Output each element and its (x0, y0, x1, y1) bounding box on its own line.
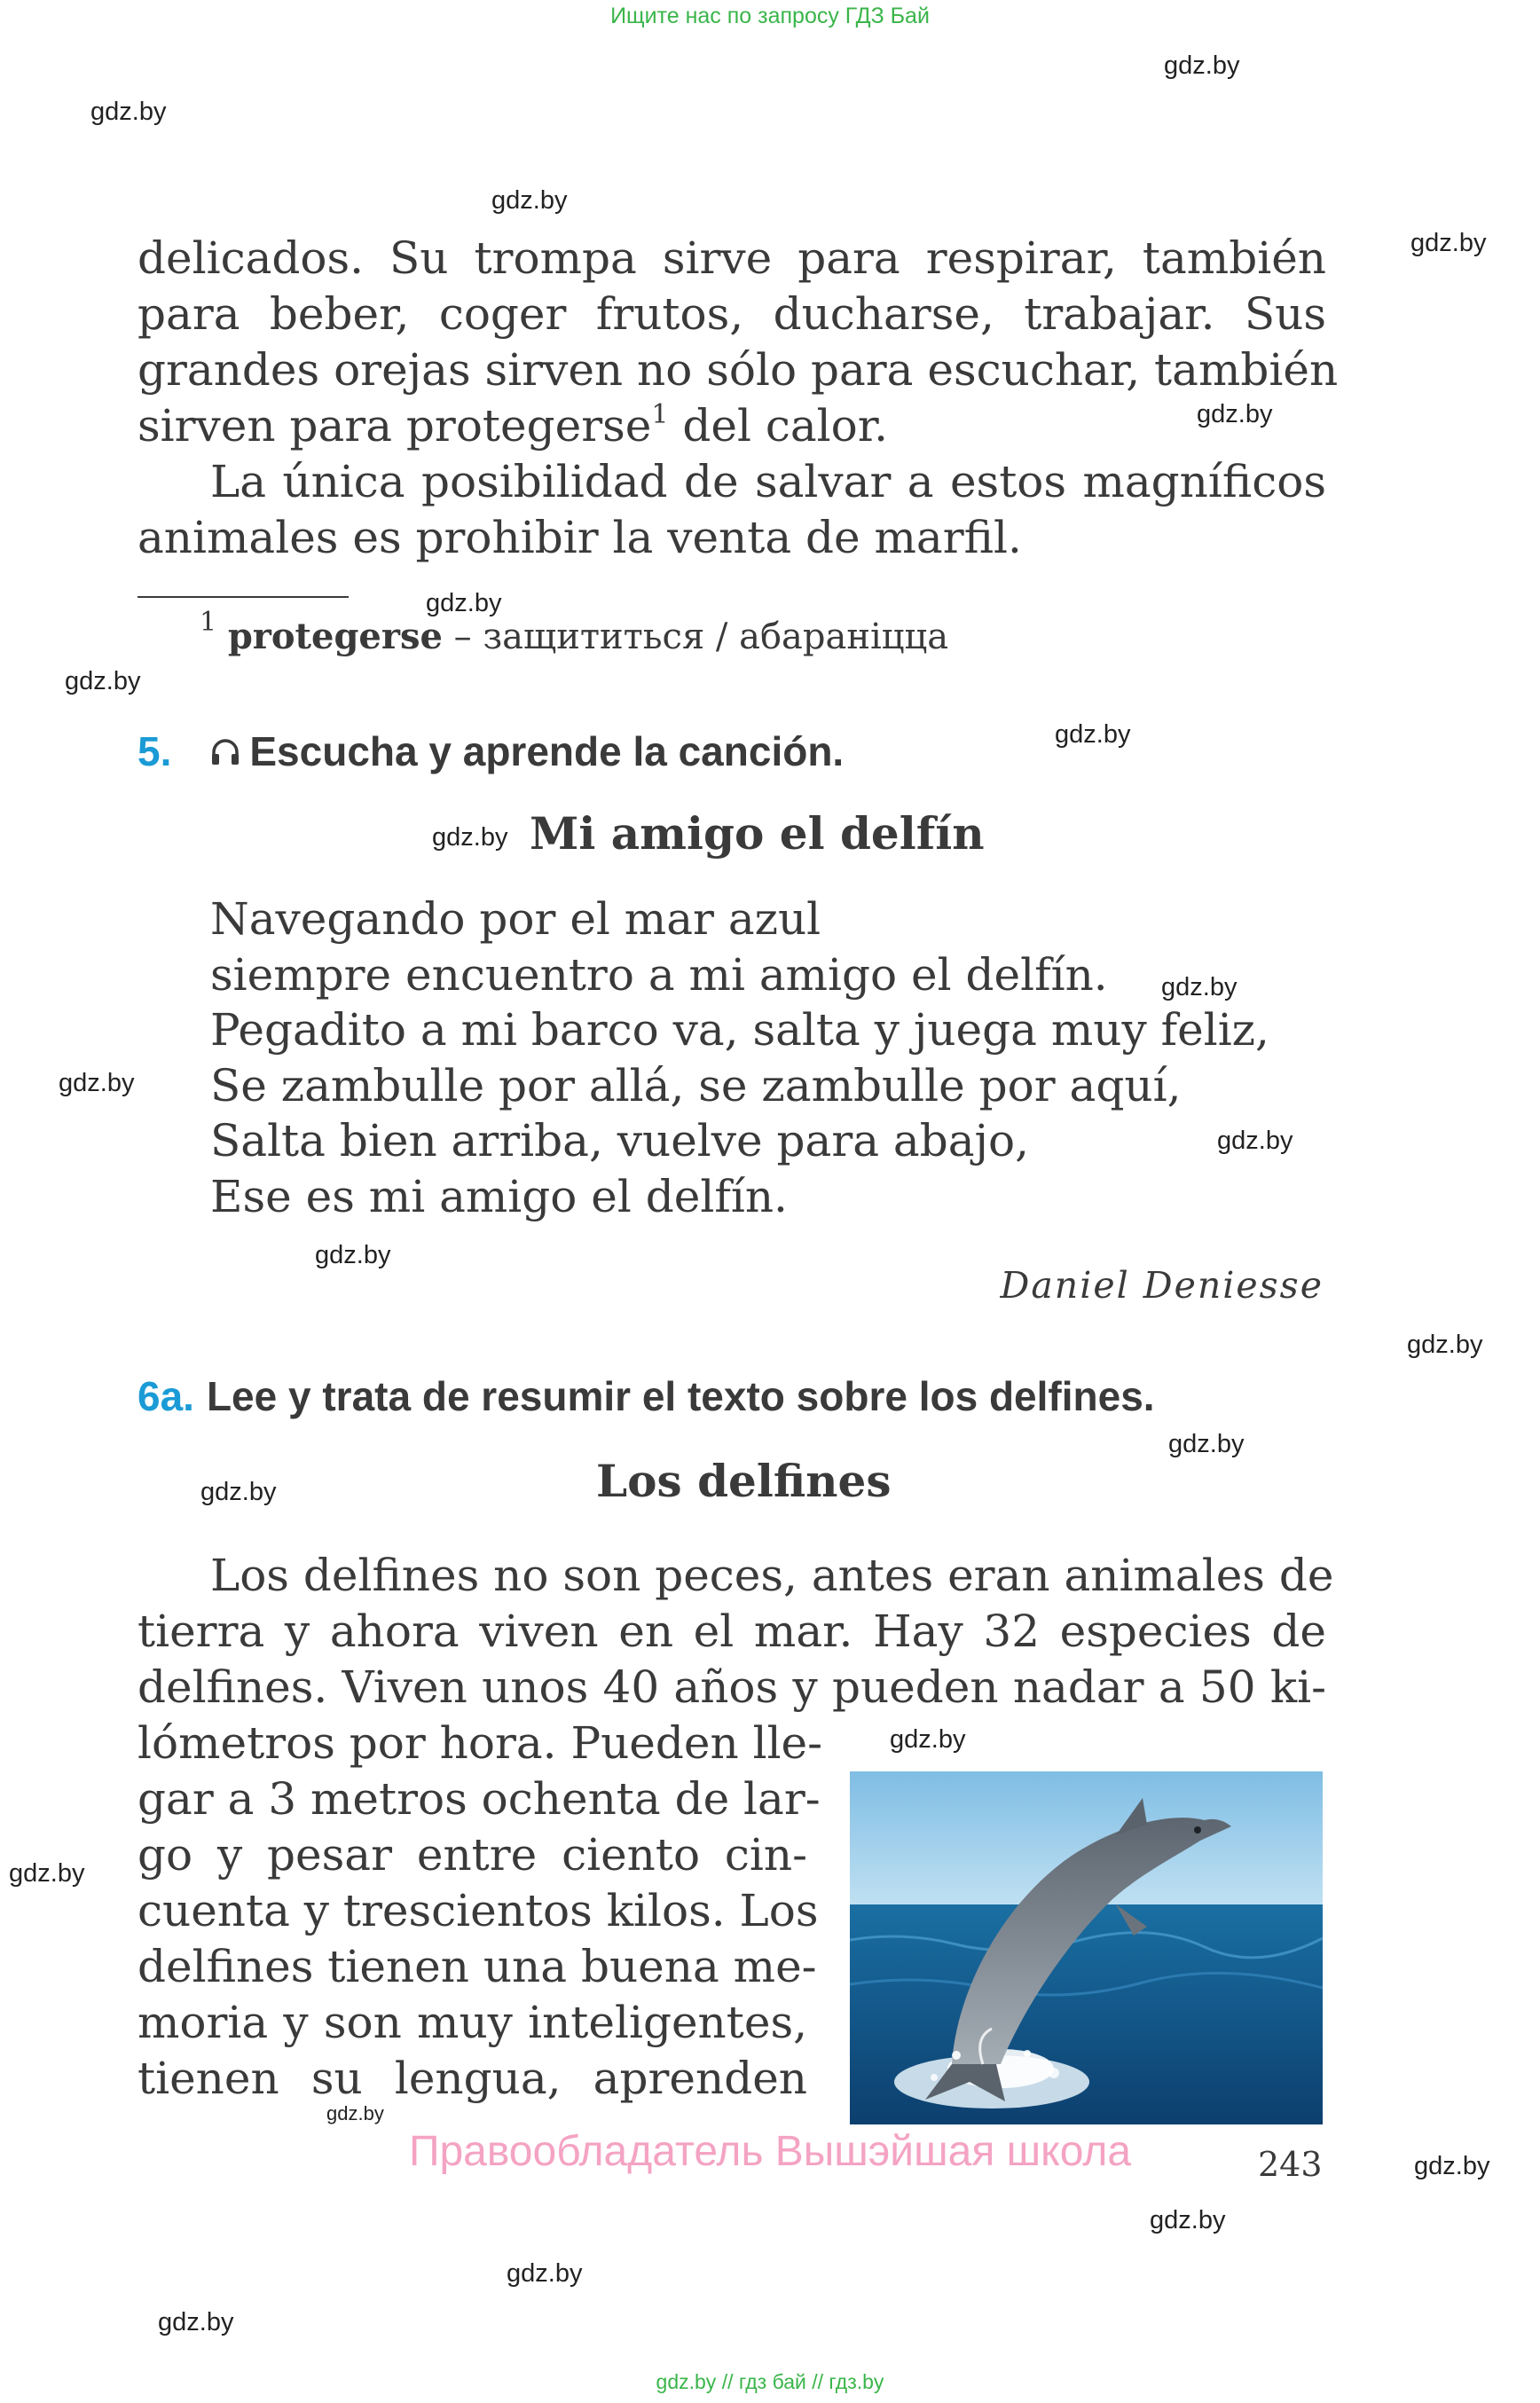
watermark: gdz.by (200, 1478, 277, 1506)
text-line: go y pesar entre ciento cin- (138, 1829, 807, 1881)
watermark: gdz.by (1168, 1430, 1245, 1458)
watermark: gdz.by (1197, 400, 1273, 428)
lyric-line: Se zambulle por allá, se zambulle por aquí, (210, 1059, 1182, 1111)
text-line: delicados. Su trompa sirve para respirar, también (138, 232, 1326, 284)
lyric-line: Pegadito a mi barco va, salta y juega muy feliz, (210, 1004, 1269, 1056)
text-line: Los delfines no son peces, antes eran animales de (210, 1550, 1334, 1601)
text-line: para beber, coger frutos, ducharse, trabajar. Sus (138, 288, 1326, 340)
watermark: gdz.by (491, 186, 568, 215)
task-5-heading (138, 727, 844, 781)
text-line: moria y son muy inteligentes, (138, 1997, 807, 2048)
text-line (138, 398, 1326, 454)
text-line: cuenta y trescientos kilos. Los (138, 1885, 819, 1936)
task-number: 5. (138, 728, 172, 774)
search-hint-link[interactable]: Ищите нас по запросу ГДЗ Бай (610, 4, 930, 28)
watermark: gdz.by (90, 98, 167, 126)
footnote (200, 607, 949, 657)
text-line: tierra y ahora viven en el mar. Hay 32 especies de (138, 1606, 1326, 1657)
watermark: gdz.by (1414, 2152, 1490, 2180)
article-paragraph-narrow (138, 1716, 823, 2107)
watermark: gdz.by (65, 667, 141, 695)
headphones-icon[interactable] (210, 728, 240, 776)
footer-links[interactable]: gdz.by // гдз бай // гдз.by (656, 2370, 884, 2393)
page-number: 243 (1258, 2145, 1323, 2184)
text-line: gar a 3 metros ochenta de lar- (138, 1773, 821, 1825)
lyric-line: Navegando por el mar azul (210, 893, 821, 945)
text-line: tienen su lengua, aprenden (138, 2053, 807, 2104)
watermark: gdz.by (158, 2308, 234, 2336)
copyright-holder: Правообладатель Вышэйшая школа (408, 2128, 1132, 2175)
watermark: gdz.by (1407, 1331, 1483, 1359)
task-instruction: Escucha y aprende la canción. (249, 728, 845, 774)
watermark: gdz.by (1164, 51, 1240, 80)
task-instruction: Lee y trata de resumir el texto sobre los delfines. (206, 1373, 1155, 1419)
text-line: La única posibilidad de salvar a estos magníficos (210, 456, 1326, 507)
article-title: Los delfines (596, 1455, 892, 1507)
watermark: gdz.by (1161, 973, 1238, 1001)
footnote-ref: 1 (651, 399, 669, 430)
watermark: gdz.by (426, 589, 502, 617)
footnote-marker: 1 (200, 607, 217, 638)
lyric-line: Ese es mi amigo el delfín. (210, 1170, 788, 1222)
footnote-divider (138, 596, 349, 598)
watermark: gdz.by (9, 1859, 85, 1888)
song-lyrics (210, 891, 1269, 1224)
intro-paragraph (138, 231, 1339, 566)
text-line: grandes orejas sirven no sólo para escuchar, también (138, 344, 1339, 396)
text-line: animales es prohibir la venta de marfil. (138, 512, 1022, 563)
watermark: gdz.by (59, 1069, 135, 1097)
watermark: gdz.by (1410, 229, 1487, 257)
watermark: gdz.by (1217, 1127, 1293, 1155)
watermark: gdz.by (890, 1725, 966, 1754)
song-title: Mi amigo el delfín (530, 807, 985, 860)
watermark: gdz.by (507, 2259, 583, 2288)
task-number: 6a. (138, 1373, 194, 1419)
text-fragment: del calor. (668, 400, 889, 452)
task-6a-heading (138, 1372, 1155, 1420)
watermark: gdz.by (326, 2102, 384, 2124)
footnote-term: protegerse (227, 616, 443, 657)
watermark: gdz.by (1055, 720, 1131, 749)
text-line: delfines. Viven unos 40 años y pueden nadar a 50 ki- (138, 1661, 1326, 1713)
song-author: Daniel Deniesse (1000, 1264, 1324, 1307)
lyric-line: siempre encuentro a mi amigo el delfín. (210, 948, 1108, 1001)
text-line: delfines tienen una buena me- (138, 1941, 817, 1992)
lyric-line: Salta bien arriba, vuelve para abajo, (210, 1115, 1030, 1166)
article-paragraph (138, 1548, 1334, 1716)
watermark: gdz.by (432, 823, 508, 852)
watermark: gdz.by (315, 1241, 391, 1269)
text-line: lómetros por hora. Pueden lle- (138, 1717, 823, 1769)
watermark: gdz.by (1150, 2206, 1226, 2234)
footnote-translation: – защититься / абараніцца (442, 616, 949, 657)
text-fragment: sirven para protegerse (138, 400, 652, 452)
dolphin-photo (850, 1771, 1323, 2124)
